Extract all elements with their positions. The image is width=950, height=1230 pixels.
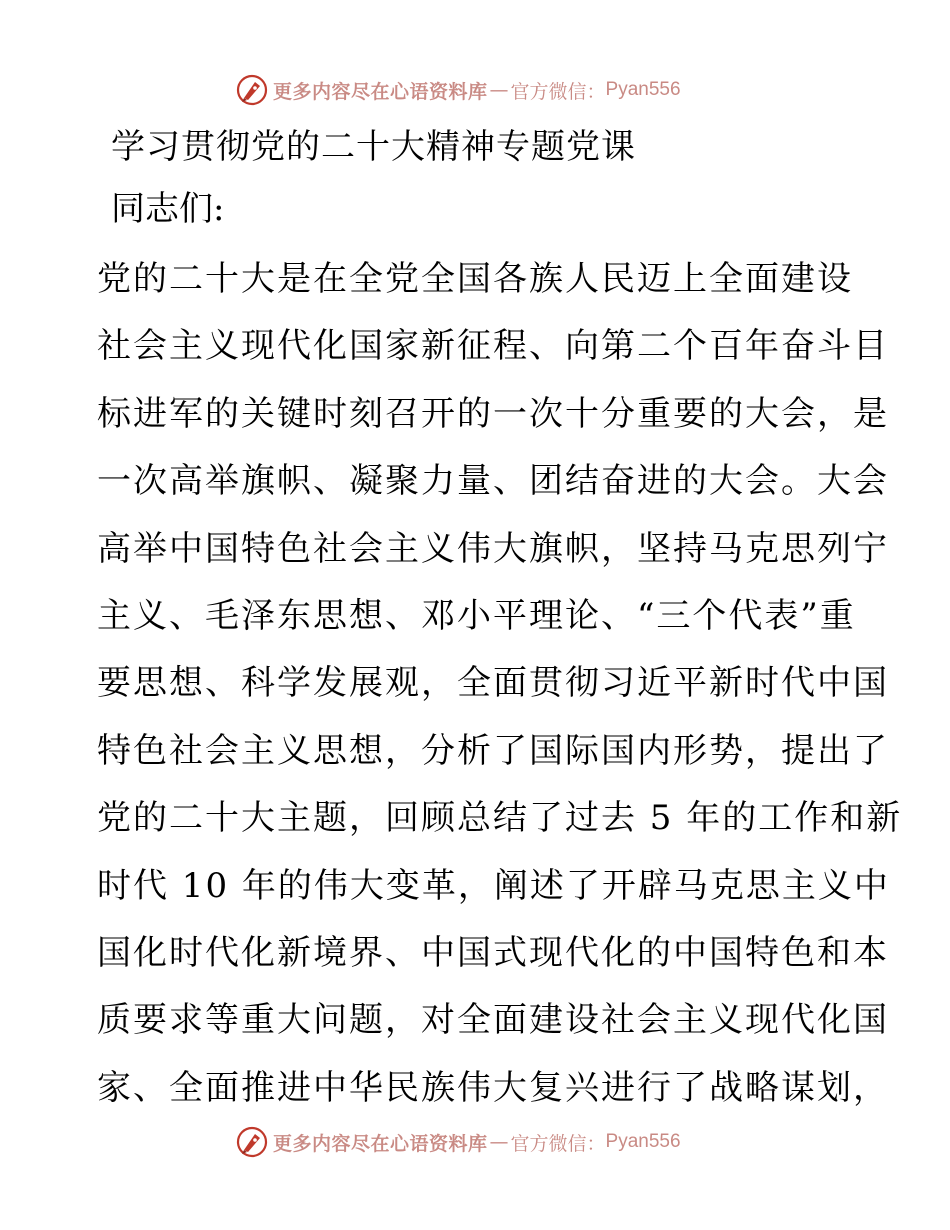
paragraph-line: 一次高举旗帜、凝聚力量、团结奋进的大会。大会: [97, 461, 889, 502]
paragraph-line: 主义、毛泽东思想、邓小平理论、“三个代表”重: [97, 595, 856, 636]
body-paragraph: [97, 246, 903, 1122]
watermark-site-text: 更多内容尽在心语资料库: [273, 1132, 488, 1155]
document-body: [97, 120, 903, 1122]
watermark-dash: —: [489, 79, 509, 101]
watermark-wechat-id: Pyan556: [605, 79, 681, 100]
document-salutation: 同志们:: [111, 189, 225, 229]
paragraph-line: 要思想、科学发展观，全面贯彻习近平新时代中国: [97, 663, 889, 704]
watermark-wechat-label: 官方微信：: [510, 1132, 606, 1155]
paragraph-line: 党的二十大是在全党全国各族人民迈上全面建设: [97, 259, 853, 299]
header-watermark: [235, 70, 755, 110]
paragraph-line: 高举中国特色社会主义伟大旗帜，坚持马克思列宁: [97, 528, 889, 569]
watermark-wechat-label: 官方微信：: [510, 80, 606, 103]
watermark-site-text: 更多内容尽在心语资料库: [273, 80, 488, 103]
footer-watermark: [235, 1122, 755, 1162]
paragraph-line: 时代 10 年的伟大变革，阐述了开辟马克思主义中: [97, 865, 890, 906]
watermark-wechat-id: Pyan556: [605, 1131, 681, 1152]
paragraph-line: 标进军的关键时刻召开的一次十分重要的大会，是: [97, 393, 889, 434]
paragraph-line: 国化时代化新境界、中国式现代化的中国特色和本: [97, 932, 889, 973]
paragraph-line: 质要求等重大问题，对全面建设社会主义现代化国: [97, 1000, 889, 1041]
watermark-dash: —: [489, 1131, 509, 1153]
paragraph-line: 社会主义现代化国家新征程、向第二个百年奋斗目: [97, 326, 889, 367]
paragraph-line: 党的二十大主题，回顾总结了过去 5 年的工作和新: [97, 798, 903, 839]
paragraph-line: 家、全面推进中华民族伟大复兴进行了战略谋划，: [97, 1067, 889, 1108]
pen-nib-logo-icon: [235, 73, 269, 107]
pen-nib-logo-icon: [235, 1125, 269, 1159]
document-title: 学习贯彻党的二十大精神专题党课: [111, 127, 636, 167]
paragraph-line: 特色社会主义思想，分析了国际国内形势，提出了: [97, 730, 889, 771]
